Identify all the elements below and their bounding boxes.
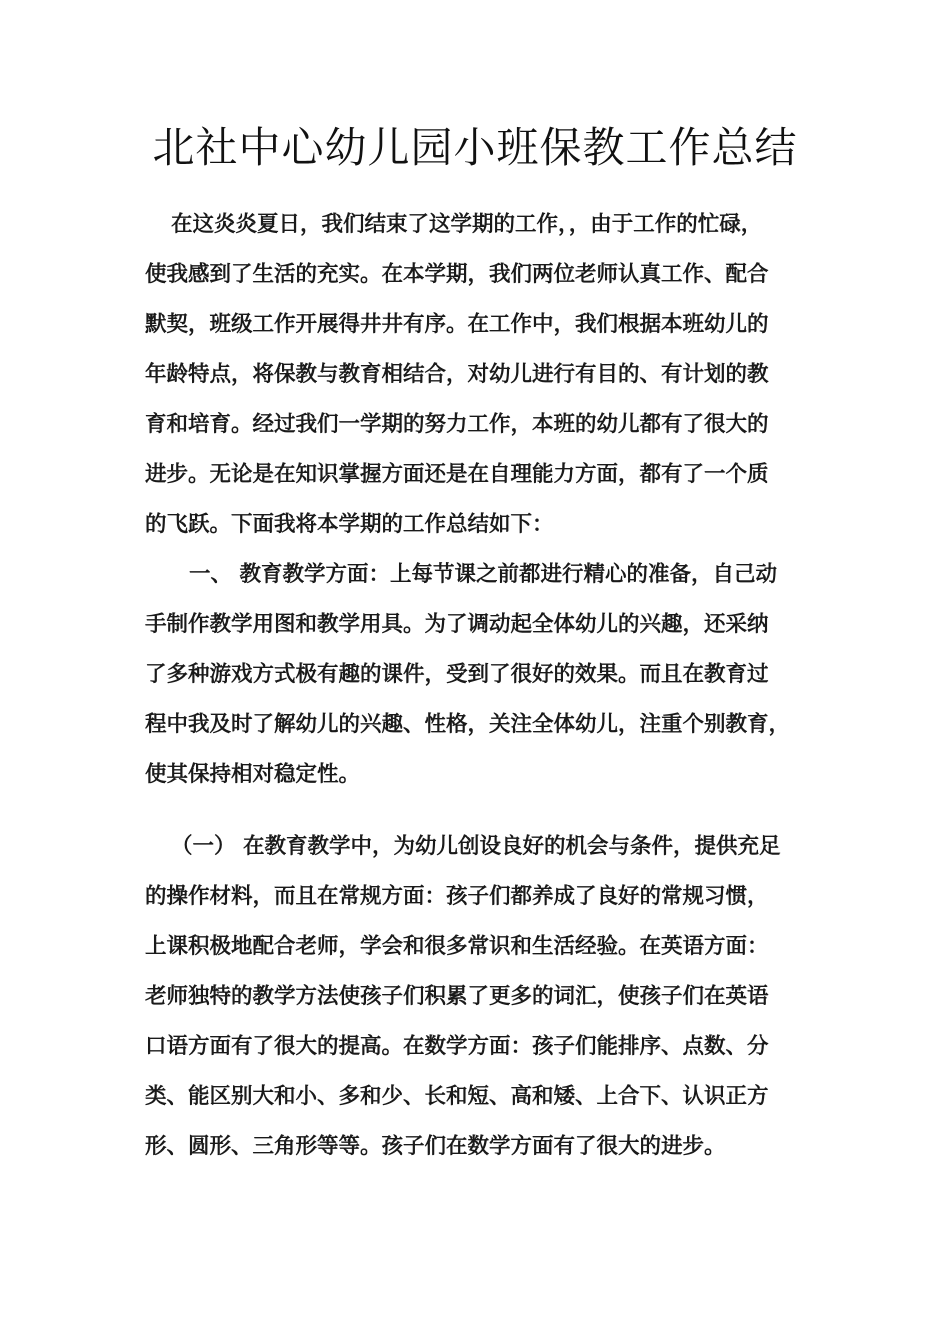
section1-1-line-1: （一） 在教育教学中，为幼儿创设良好的机会与条件，提供充足 bbox=[171, 834, 781, 859]
document-title: 北社中心幼儿园小班保教工作总结 bbox=[152, 123, 798, 172]
section1-line-5: 使其保持相对稳定性。 bbox=[145, 762, 361, 787]
intro-line-2: 使我感到了生活的充实。在本学期，我们两位老师认真工作、配合 bbox=[145, 262, 769, 287]
intro-line-1: 在这炎炎夏日，我们结束了这学期的工作，，由于工作的忙碌， bbox=[171, 212, 763, 237]
intro-line-4: 年龄特点，将保教与教育相结合，对幼儿进行有目的、有计划的教 bbox=[145, 362, 769, 387]
intro-line-7: 的飞跃。下面我将本学期的工作总结如下： bbox=[145, 512, 554, 537]
intro-line-5: 育和培育。经过我们一学期的努力工作，本班的幼儿都有了很大的 bbox=[145, 412, 769, 437]
section1-1-line-3: 上课积极地配合老师，学会和很多常识和生活经验。在英语方面： bbox=[145, 934, 769, 959]
section1-1-line-2: 的操作材料，而且在常规方面：孩子们都养成了良好的常规习惯， bbox=[145, 884, 769, 909]
section1-line-2: 手制作教学用图和教学用具。为了调动起全体幼儿的兴趣，还采纳 bbox=[145, 612, 769, 637]
section1-1-line-4: 老师独特的教学方法使孩子们积累了更多的词汇，使孩子们在英语 bbox=[145, 984, 769, 1009]
intro-line-6: 进步。无论是在知识掌握方面还是在自理能力方面，都有了一个质 bbox=[145, 462, 769, 487]
intro-line-3: 默契，班级工作开展得井井有序。在工作中，我们根据本班幼儿的 bbox=[145, 312, 769, 337]
section1-1-line-5: 口语方面有了很大的提高。在数学方面：孩子们能排序、点数、分 bbox=[145, 1034, 769, 1059]
section1-1-line-7: 形、圆形、三角形等等。孩子们在数学方面有了很大的进步。 bbox=[145, 1134, 726, 1159]
section1-line-1: 一、 教育教学方面：上每节课之前都进行精心的准备，自己动 bbox=[189, 562, 777, 587]
section1-1-line-6: 类、能区别大和小、多和少、长和短、高和矮、上合下、认识正方 bbox=[145, 1084, 769, 1109]
section1-line-3: 了多种游戏方式极有趣的课件，受到了很好的效果。而且在教育过 bbox=[145, 662, 769, 687]
section1-line-4: 程中我及时了解幼儿的兴趣、性格，关注全体幼儿，注重个别教育， bbox=[145, 712, 791, 737]
